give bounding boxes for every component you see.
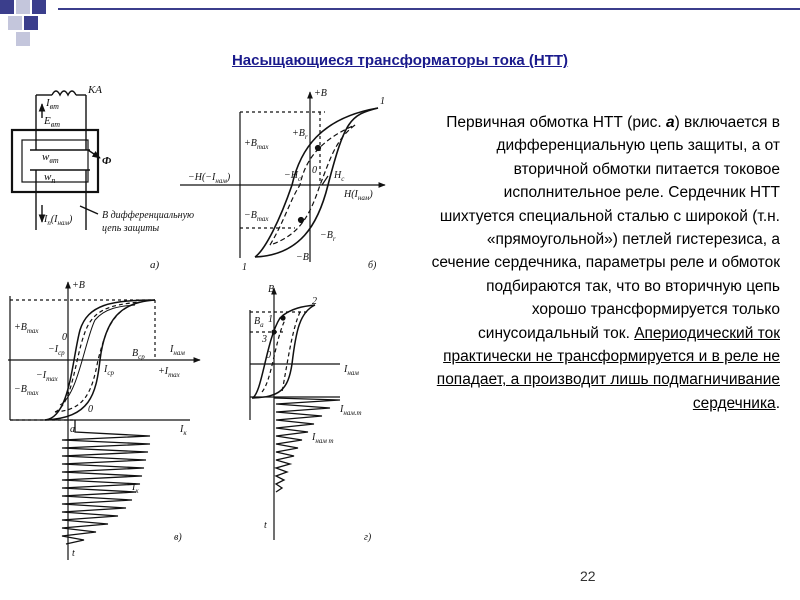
d-inam-t-curve: $I_{нам т}$: [312, 432, 334, 445]
top-rule: [58, 8, 800, 10]
body-text-part1: Первичная обмотка НТТ (рис.: [446, 114, 666, 131]
b-h-pos: $H(I_{нам})$: [344, 189, 373, 202]
b-br-pos: $+B_r$: [292, 128, 308, 141]
c-zero-bottom: 0: [88, 404, 93, 415]
body-text-end: .: [775, 394, 780, 412]
d-inam-t: $I_{нам.т}$: [340, 404, 362, 417]
d-t: t: [264, 520, 267, 531]
relay-coil: [52, 91, 76, 95]
panel-c-caption: в): [174, 532, 182, 543]
b-minus-b: −В: [296, 252, 309, 263]
c-ik-axis-label: $I_к$: [180, 424, 187, 437]
body-text-bold: а: [665, 114, 675, 131]
body-text-underlined: Апериодический ток практически не трансформируется и в реле не попадает, а производит лишь подмагничивание сердечника: [436, 324, 780, 412]
c-imax-neg: $-I_{max}$: [36, 370, 58, 383]
d-point3: 3: [262, 334, 267, 345]
b-bmax-neg: $-B_{max}$: [244, 210, 269, 223]
b-bmax-pos: $+B_{max}$: [244, 138, 269, 151]
body-text-part2: ) включается в дифференциальную цепь защиты, а от вторичной обмотки питается токовое исполнительное реле. Сердечник НТТ шихтуется специальной сталью с широкой (т.н. «прямоугольной») петлей гистерезиса, а сечение сердечника, параметры реле и обмоток подбираются так, что во вторичную цепь хорошо трансформируется только синусоидальный ток.: [431, 114, 780, 342]
panel-b-caption: б): [368, 260, 377, 271]
panel-d-caption: г): [364, 532, 372, 543]
b-plus-b: +В: [314, 88, 327, 99]
c-bmax-pos: $+B_{max}$: [14, 322, 39, 335]
d-ba: $B_a$: [254, 316, 264, 329]
b-zero: 0: [312, 165, 317, 176]
panel-a-caption: а): [150, 259, 160, 271]
w-primary-label: $w_п$: [44, 171, 56, 185]
b-br-neg: $-B_r$: [320, 230, 336, 243]
w-secondary-label: $w_{вт}$: [42, 151, 59, 165]
c-ik-curve-label: $I_к$: [132, 482, 139, 495]
i-primary-label: $I_п(I_{нам})$: [44, 214, 73, 227]
page-number: 22: [580, 568, 596, 584]
corner-squares-decoration: [0, 0, 60, 50]
circuit-note-line2: цепь защиты: [102, 223, 160, 234]
b-h-neg: $-H(-I_{нам})$: [188, 172, 231, 185]
c-icr-neg: $-I_{cр}$: [48, 344, 65, 357]
relay-label: КА: [88, 84, 103, 96]
d-b-axis-label: B: [268, 284, 275, 295]
d-point2: 2: [312, 296, 317, 307]
circuit-note-line1: В дифференциальную: [102, 210, 195, 221]
b-hc-pos: $H_c$: [334, 170, 345, 183]
flux-label: Ф: [102, 155, 112, 167]
c-plus-b: +В: [72, 280, 85, 291]
e-secondary-label: $E_{вт}$: [44, 115, 60, 129]
c-inam: $I_{нам}$: [170, 344, 185, 357]
c-bmax-neg: $-B_{max}$: [14, 384, 39, 397]
saturating-transformer-figure: [0, 80, 440, 570]
panel-b-labels: [188, 88, 385, 273]
d-inam-t-waveform: [274, 398, 340, 492]
b-hc-neg: $-H_c$: [284, 170, 302, 183]
c-t: t: [72, 548, 75, 559]
d-zero: 0: [266, 350, 271, 361]
panel-c-hysteresis: [8, 282, 200, 560]
c-zero-top: 0: [62, 332, 67, 343]
c-bcr: $B_{cр}$: [132, 348, 145, 361]
c-a: a: [70, 424, 75, 435]
d-point1: 1: [268, 314, 273, 325]
b-point1-top: 1: [380, 96, 385, 107]
i-secondary-label: $I_{вт}$: [46, 97, 59, 111]
body-text: [430, 111, 780, 415]
c-icr-pos: $I_{cр}$: [104, 364, 114, 377]
slide-title: Насыщающиеся трансформаторы тока (НТТ): [231, 52, 569, 69]
d-inam: $I_{нам}$: [344, 364, 359, 377]
panel-a-labels: [42, 84, 194, 271]
panel-d-labels: [254, 284, 372, 543]
c-ik-waveform: [62, 420, 150, 544]
b-point1-bottom: 1: [242, 262, 247, 273]
c-imax-pos: $+I_{max}$: [158, 366, 180, 379]
